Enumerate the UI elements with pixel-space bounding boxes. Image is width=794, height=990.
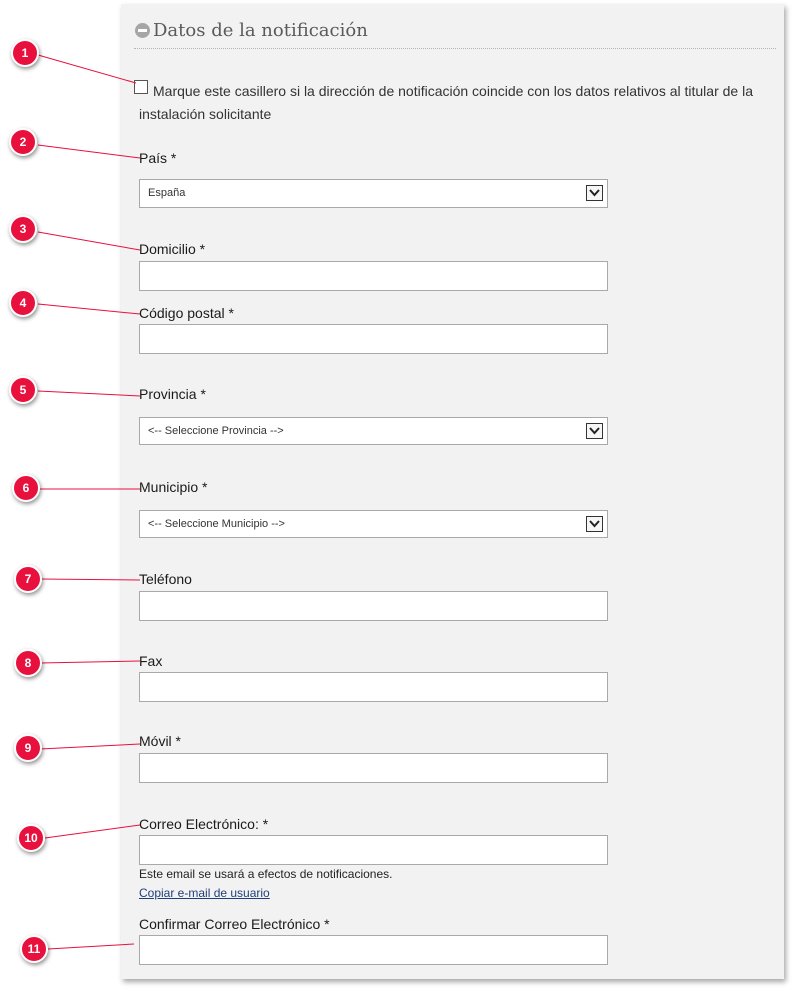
callout-8: 8 [14,649,42,677]
callout-line-2 [38,145,140,158]
callout-line-3 [38,232,140,250]
callout-line-4 [38,304,140,314]
callout-line-5 [38,391,140,396]
pais-select-value: España [148,187,186,199]
callout-11: 11 [20,935,48,963]
pais-label: País * [139,150,177,166]
callout-7: 7 [14,565,42,593]
codigo-postal-label: Código postal * [139,305,234,321]
municipio-label: Municipio * [139,479,208,495]
callout-line-7 [40,579,140,580]
callout-6: 6 [12,474,40,502]
same-address-label: Marque este casillero si la dirección de notificación coincide con los datos relativos al titular de la instalación solicitante [139,83,753,122]
callout-3: 3 [9,215,37,243]
domicilio-label: Domicilio * [139,241,206,257]
fax-label: Fax [139,653,163,669]
callout-line-1 [38,55,136,83]
section-title: Datos de la notificación [153,20,368,41]
copy-user-email-link[interactable]: Copiar e-mail de usuario [139,886,270,900]
callout-4: 4 [9,289,37,317]
callout-line-10 [45,825,140,838]
callout-1: 1 [11,39,39,67]
callout-2: 2 [9,128,37,156]
telefono-label: Teléfono [139,571,192,587]
confirmar-correo-label: Confirmar Correo Electrónico * [139,916,330,932]
provincia-select-value: <-- Seleccione Provincia --> [148,425,284,437]
correo-helper-text: Este email se usará a efectos de notificaciones. [139,867,393,881]
callout-5: 5 [9,376,37,404]
correo-label: Correo Electrónico: * [139,816,269,832]
callout-line-9 [40,744,140,749]
movil-label: Móvil * [139,733,182,749]
provincia-label: Provincia * [139,386,206,402]
callout-9: 9 [14,734,42,762]
municipio-select-value: <-- Seleccione Municipio --> [148,518,285,530]
callout-line-11 [48,944,134,949]
callout-10: 10 [17,824,45,852]
callout-line-8 [40,661,140,663]
